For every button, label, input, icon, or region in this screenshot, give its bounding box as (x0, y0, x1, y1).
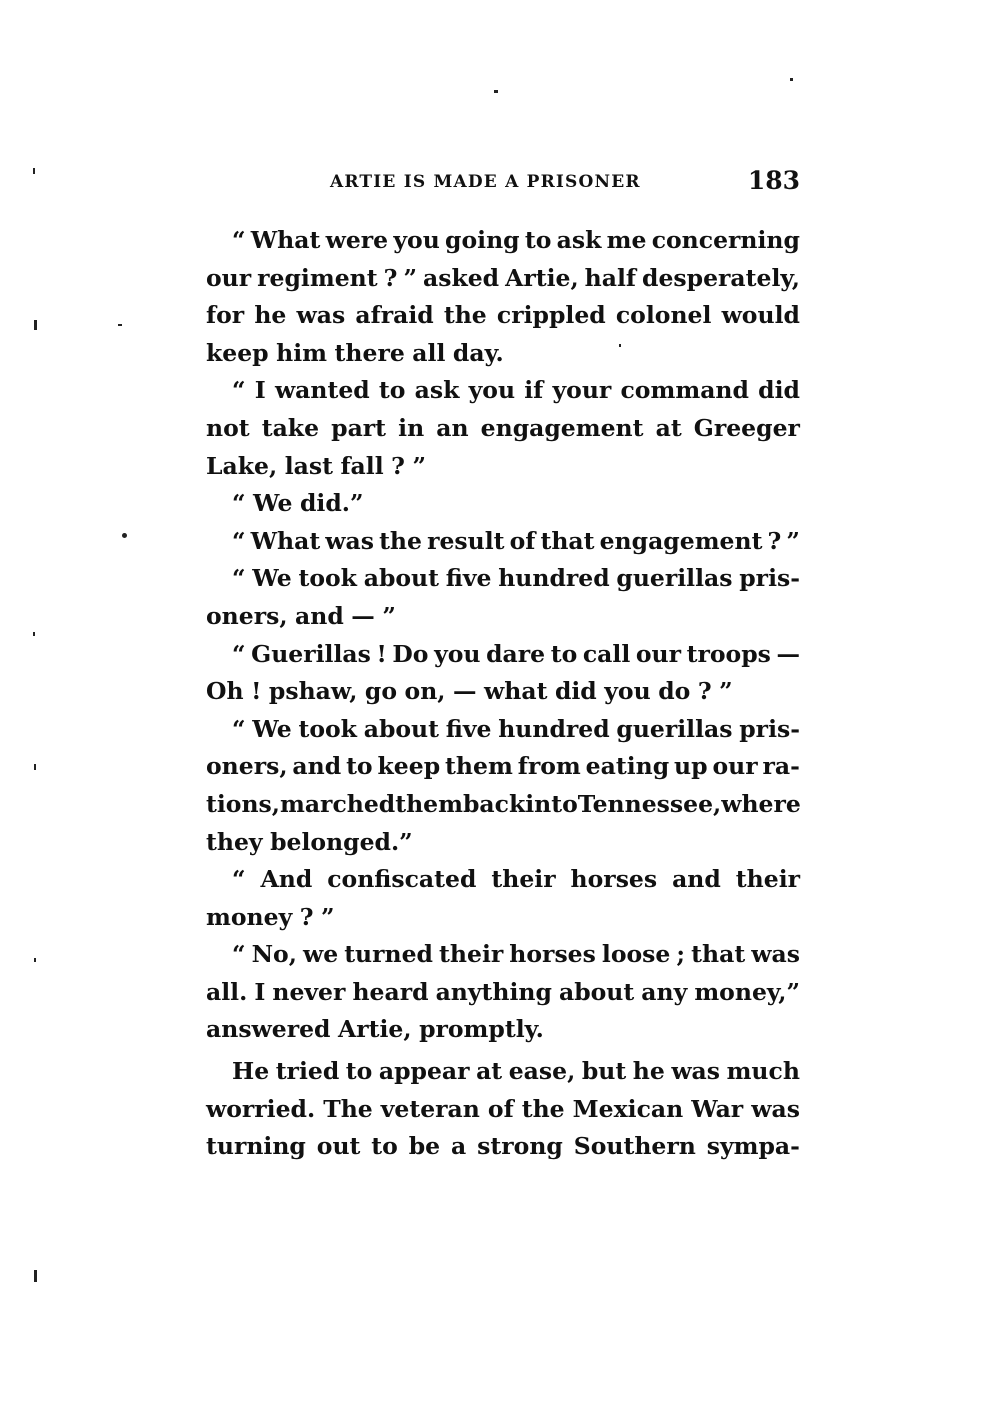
text-line: “ What were you going to ask me concerning (232, 226, 800, 254)
text-line: worried. The veteran of the Mexican War was (206, 1094, 800, 1123)
scan-speck (34, 764, 36, 770)
scan-speck (34, 320, 37, 330)
running-head (206, 166, 800, 200)
scan-speck (33, 168, 35, 174)
scan-speck (790, 78, 793, 81)
scan-speck (34, 958, 36, 962)
text-line: they belonged.” (206, 827, 413, 856)
text-line: Lake, last fall ? ” (206, 451, 426, 480)
text-line: all. I never heard anything about any money,” (206, 977, 800, 1006)
text-line: oners, and to keep them from eating up our ra- (206, 752, 800, 781)
scan-speck (122, 533, 127, 538)
scan-speck (619, 344, 621, 347)
text-line: answered Artie, promptly. (206, 1015, 544, 1044)
text-line: keep him there all day. (206, 338, 504, 367)
scan-speck (33, 632, 35, 636)
text-line: turning out to be a strong Southern sympa- (206, 1132, 800, 1161)
text-line: oners, and — ” (206, 601, 396, 630)
text-line: “ No, we turned their horses loose ; that was (232, 940, 800, 969)
text-line: “ I wanted to ask you if your command did (232, 376, 800, 405)
text-line: “ We took about five hundred guerillas pris- (232, 564, 800, 593)
text-line: “ We took about five hundred guerillas pris- (232, 714, 800, 743)
text-line: not take part in an engagement at Greeger (206, 413, 800, 442)
text-line: money ? ” (206, 902, 335, 931)
text-line: “ We did.” (232, 489, 364, 518)
scan-speck (494, 90, 498, 93)
running-title: ARTIE IS MADE A PRISONER (330, 172, 641, 192)
page-number: 183 (747, 166, 800, 195)
text-line: tions, marched them back into Tennessee, where (206, 789, 801, 818)
text-line: He tried to appear at ease, but he was much (232, 1057, 800, 1086)
text-line: “ What was the result of that engagement ? ” (232, 526, 800, 555)
text-line: our regiment ? ” asked Artie, half desperately, (206, 263, 800, 292)
text-line: Oh ! pshaw, go on, — what did you do ? ” (206, 677, 733, 706)
text-line: “ Guerillas ! Do you dare to call our troops — (232, 639, 800, 668)
scan-speck (34, 1270, 37, 1282)
body-text (206, 222, 800, 1166)
scan-speck (118, 324, 122, 326)
text-line: for he was afraid the crippled colonel would (206, 301, 800, 330)
text-line: “ And confiscated their horses and their (232, 865, 800, 894)
